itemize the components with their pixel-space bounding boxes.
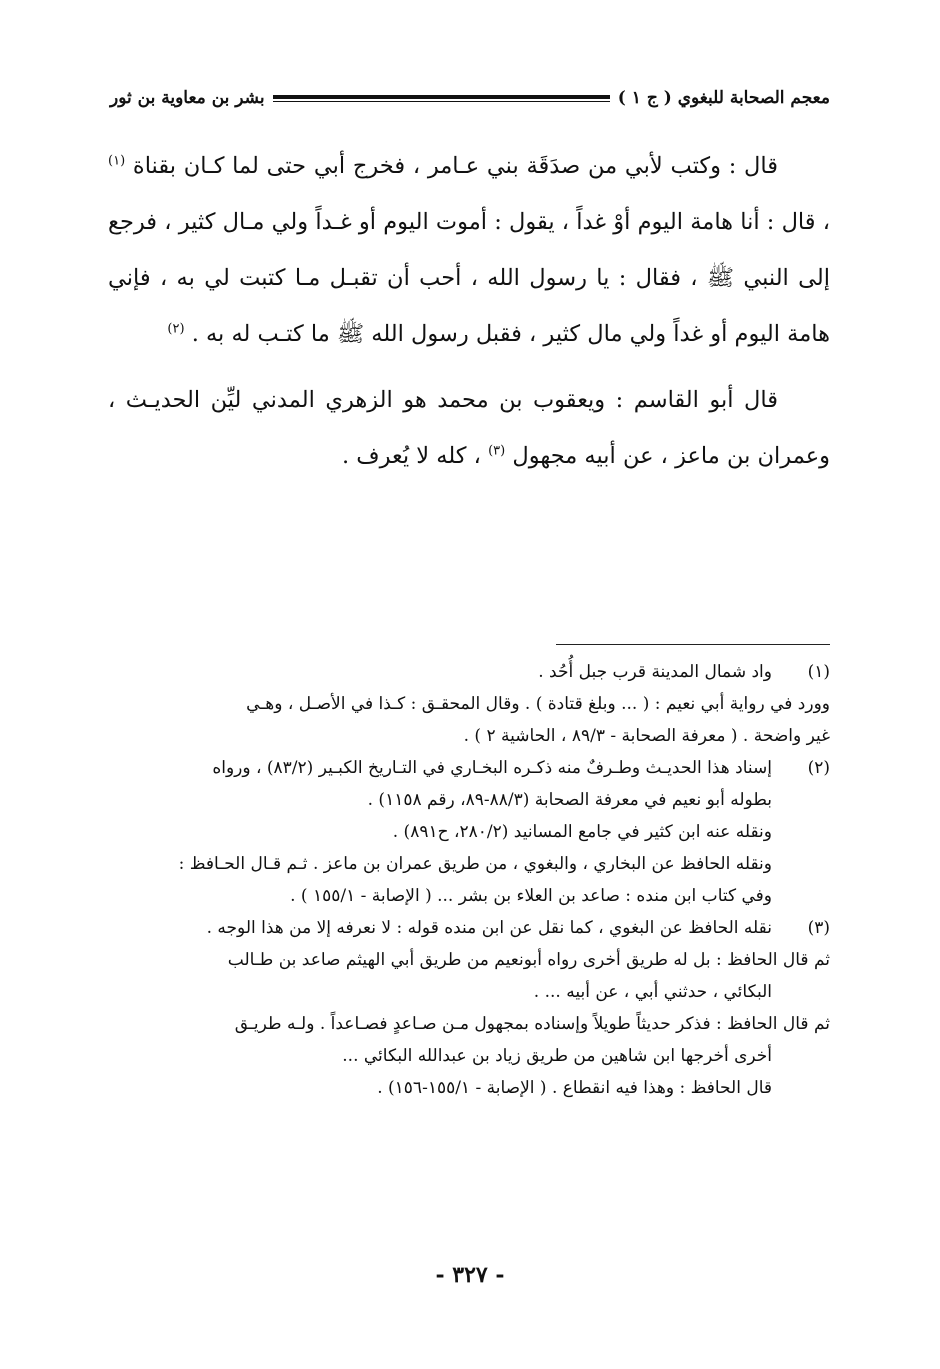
footnote-2 [104,752,830,912]
footnote-1 [104,656,830,752]
footnote-body [104,656,830,752]
footnote-line: بطوله أبو نعيم في معرفة الصحابة (٨٨/٣-٨٩، رقم ١١٥٨) . [367,790,772,810]
footnote-number: (٣) [807,918,830,938]
footnote-separator [556,644,830,645]
volume-label: ( ج ١ ) [617,88,672,108]
footnotes [104,656,830,1104]
paragraph-1-continuation: ، قال : أنا هامة اليوم أوْ غداً ، يقول : أموت اليوم أو غـداً ولي مـال كثير ، فرجع إلى النبي ﷺ ، فقال : يا رسول الله ، أحب أن تقبـل مـا كتبت لي به ، فإني هامة اليوم أو غداً ولي مال كثير ، فقبل رسول الله ﷺ ما كتـب له به . [108,209,830,347]
book-title-text: معجم الصحابة للبغوي [677,88,830,108]
footnote-body [104,752,772,912]
footnote-number: (١) [807,662,830,682]
footnote-line: أخرى أخرجها ابن شاهين من طريق زياد بن عبدالله البكائي ... [342,1046,772,1066]
footnote-line: واد شمال المدينة قرب جبل أُحُد . [538,662,772,682]
footnote-3 [104,912,830,1104]
page-number: - ٣٢٧ - [435,1262,505,1288]
paragraph-2-text: قال أبو القاسم : ويعقوب بن محمد هو الزهري المدني ليِّن الحديـث ، وعمران بن ماعز ، عن أبيه مجهول [108,387,830,469]
footnote-line: نقله الحافظ عن البغوي ، كما نقل عن ابن منده قوله : لا نعرفه إلا من هذا الوجه . [206,918,772,938]
paragraph-1-text: قال : وكتب لأبي من صدَقَة بني عـامر ، فخرج أبي حتى لما كـان بقناة [132,153,779,179]
footnote-ref-1: (١) [108,153,126,169]
footnote-number: (٢) [807,758,830,778]
footnote-line: غير واضحة . ( معرفة الصحابة - ٨٩/٣ ، الحاشية ٢ ) . [463,726,830,746]
footnote-line: البكائي ، حدثني أبي ، عن أبيه ... . [533,982,772,1002]
footnote-line: ونقله عنه ابن كثير في جامع المسانيد (٢٨٠/٢، ح٨٩١) . [392,822,772,842]
book-title [618,88,830,108]
running-header [110,80,830,116]
main-text [108,138,830,484]
footnote-line: وورد في رواية أبي نعيم : ( ... وبلغ قتادة ) . وقال المحقـق : كـذا في الأصـل ، وهـي [246,694,830,714]
footnote-line: ثم قال الحافظ : فذكر حديثاً طويلاً وإسناده بمجهول مـن صـاعدٍ فصـاعداً . ولـه طريـق [234,1014,830,1034]
footnote-line: إسناد هذا الحديـث وطـرفٌ منه ذكـره البخـاري في التـاريخ الكبـير (٨٣/٢) ، ورواه [212,758,772,778]
footnote-ref-3: (٣) [488,443,506,459]
footnote-line: ثم قال الحافظ : بل له طريق أخرى رواه أبونعيم من طريق أبي الهيثم صاعد بن طـالب [227,950,830,970]
header-rule [273,95,610,102]
footnote-line: وفي كتاب ابن منده : صاعد بن العلاء بن بشر ... ( الإصابة - ١٥٥/١ ) . [290,886,772,906]
paragraph-1 [108,138,830,362]
paragraph-2-end: ، كله لا يُعرف . [341,443,481,469]
footnote-body [104,912,830,1104]
footnote-line: ونقله الحافظ عن البخاري ، والبغوي ، من طريق عمران بن ماعز . ثـم قـال الحـافظ : [178,854,772,874]
footnote-line: قال الحافظ : وهذا فيه انقطاع . ( الإصابة - ١٥٥/١-١٥٦) . [377,1078,772,1098]
section-title: بشر بن معاوية بن ثور [110,88,265,108]
footnote-ref-2: (٢) [167,321,185,337]
paragraph-2 [108,372,830,484]
